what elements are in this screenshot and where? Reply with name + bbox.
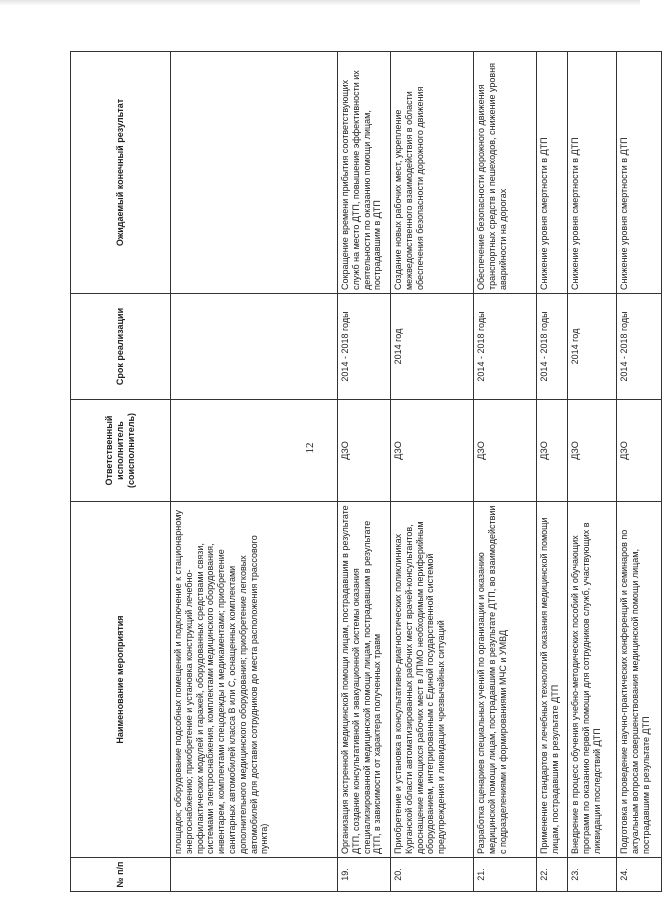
row-name: площадок; оборудование подсобных помещений и подключение к стационарному энергоснабжению; приобретение и установка конструкций лечебно-профилактических модулей и гаражей, оборудованных средствами связи, системами электроснабжения, комплектами медицинского оборудования, инвентарем, комплектами спецодежды и медикаментами; приобретение санитарных автомобилей класса В или С, оснащенных комплектами дополнительного медицинского оборудования; приобретение легковых автомобилей для доставки сотрудников до места расположения трассового пункта): [171, 502, 338, 858]
row-period: 2014 - 2018 годы: [537, 294, 568, 400]
table-row: [568, 52, 617, 892]
row-name: Разработка сценариев специальных учений по организации и оказанию медицинской помощи лицам, пострадавшим в результате ДТП, во взаимодействии с подразделениями и формированиями МЧС и УМВД: [474, 502, 537, 858]
table-row: [338, 52, 391, 892]
header-result: Ожидаемый конечный результат: [71, 52, 171, 294]
row-result: [171, 52, 338, 294]
rotated-page-content: [70, 52, 651, 892]
row-period: 2014 - 2018 годы: [617, 294, 662, 400]
header-executor: Ответственный исполнитель (соисполнитель): [71, 400, 171, 502]
row-executor: ДЗО: [391, 400, 474, 502]
row-result: Снижение уровня смертности в ДТП: [568, 52, 617, 294]
row-executor: [171, 400, 338, 502]
row-period: 2014 - 2018 годы: [474, 294, 537, 400]
row-executor: ДЗО: [568, 400, 617, 502]
row-num: 21.: [474, 858, 537, 892]
row-executor: ДЗО: [338, 400, 391, 502]
row-num: 19.: [338, 858, 391, 892]
scan-edge: [0, 0, 640, 6]
table-row: [537, 52, 568, 892]
row-name: Подготовка и проведение научно-практических конференций и семинаров по актуальным вопросам совершенствования медицинской помощи лицам, пострадавшим в результате ДТП: [617, 502, 662, 858]
row-executor: ДЗО: [537, 400, 568, 502]
row-period: 2014 год: [391, 294, 474, 400]
table-row: [474, 52, 537, 892]
row-num: 24.: [617, 858, 662, 892]
row-period: 2014 - 2018 годы: [338, 294, 391, 400]
row-num: [171, 858, 338, 892]
row-result: Снижение уровня смертности в ДТП: [617, 52, 662, 294]
row-name: Внедрение в процесс обучения учебно-методических пособий и обучающих программ по оказанию первой помощи для сотрудников служб, участвующих в ликвидации последствий ДТП: [568, 502, 617, 858]
row-result: Обеспечение безопасности дорожного движения транспортных средств и пешеходов, снижение уровня аварийности на дорогах: [474, 52, 537, 294]
table-row: [391, 52, 474, 892]
row-name: Применение стандартов и лечебных технологий оказания медицинской помощи лицам, пострадавшим в результате ДТП: [537, 502, 568, 858]
row-executor: ДЗО: [617, 400, 662, 502]
row-name: Организация экстренной медицинской помощи лицам, пострадавшим в результате ДТП, создание консультативной и эвакуационной системы оказания специализированной медицинской помощи лицам, пострадавшим в результате ДТП, в зависимости от характера полученных травм: [338, 502, 391, 858]
row-num: 23.: [568, 858, 617, 892]
table-header-row: [71, 52, 171, 892]
header-num: № п/п: [71, 858, 171, 892]
row-num: 20.: [391, 858, 474, 892]
row-result: Снижение уровня смертности в ДТП: [537, 52, 568, 294]
table-row: [171, 52, 338, 892]
row-period: 2014 год: [568, 294, 617, 400]
row-name: Приобретение и установка в консультативно-диагностических поликлиниках Курганской области автоматизированных рабочих мест врачей-консультантов, дооснащение имеющихся рабочих мест в ЛПМО необходимым периферийным оборудованием, интегрированным с Единой государственной системой предупреждения и ликвидации чрезвычайных ситуаций: [391, 502, 474, 858]
header-period: Срок реализации: [71, 294, 171, 400]
row-num: 22.: [537, 858, 568, 892]
table-row: [617, 52, 662, 892]
row-result: Создание новых рабочих мест, укрепление межведомственного взаимодействия в области обеспечения безопасности дорожного движения: [391, 52, 474, 294]
measures-table: [70, 51, 662, 892]
page-number: 12: [304, 442, 316, 454]
row-result: Сокращение времени прибытия соответствующих служб на место ДТП, повышение эффективности их деятельности по оказанию помощи лицам, пострадавшим в ДТП: [338, 52, 391, 294]
row-period: [171, 294, 338, 400]
header-name: Наименование мероприятия: [71, 502, 171, 858]
row-executor: ДЗО: [474, 400, 537, 502]
